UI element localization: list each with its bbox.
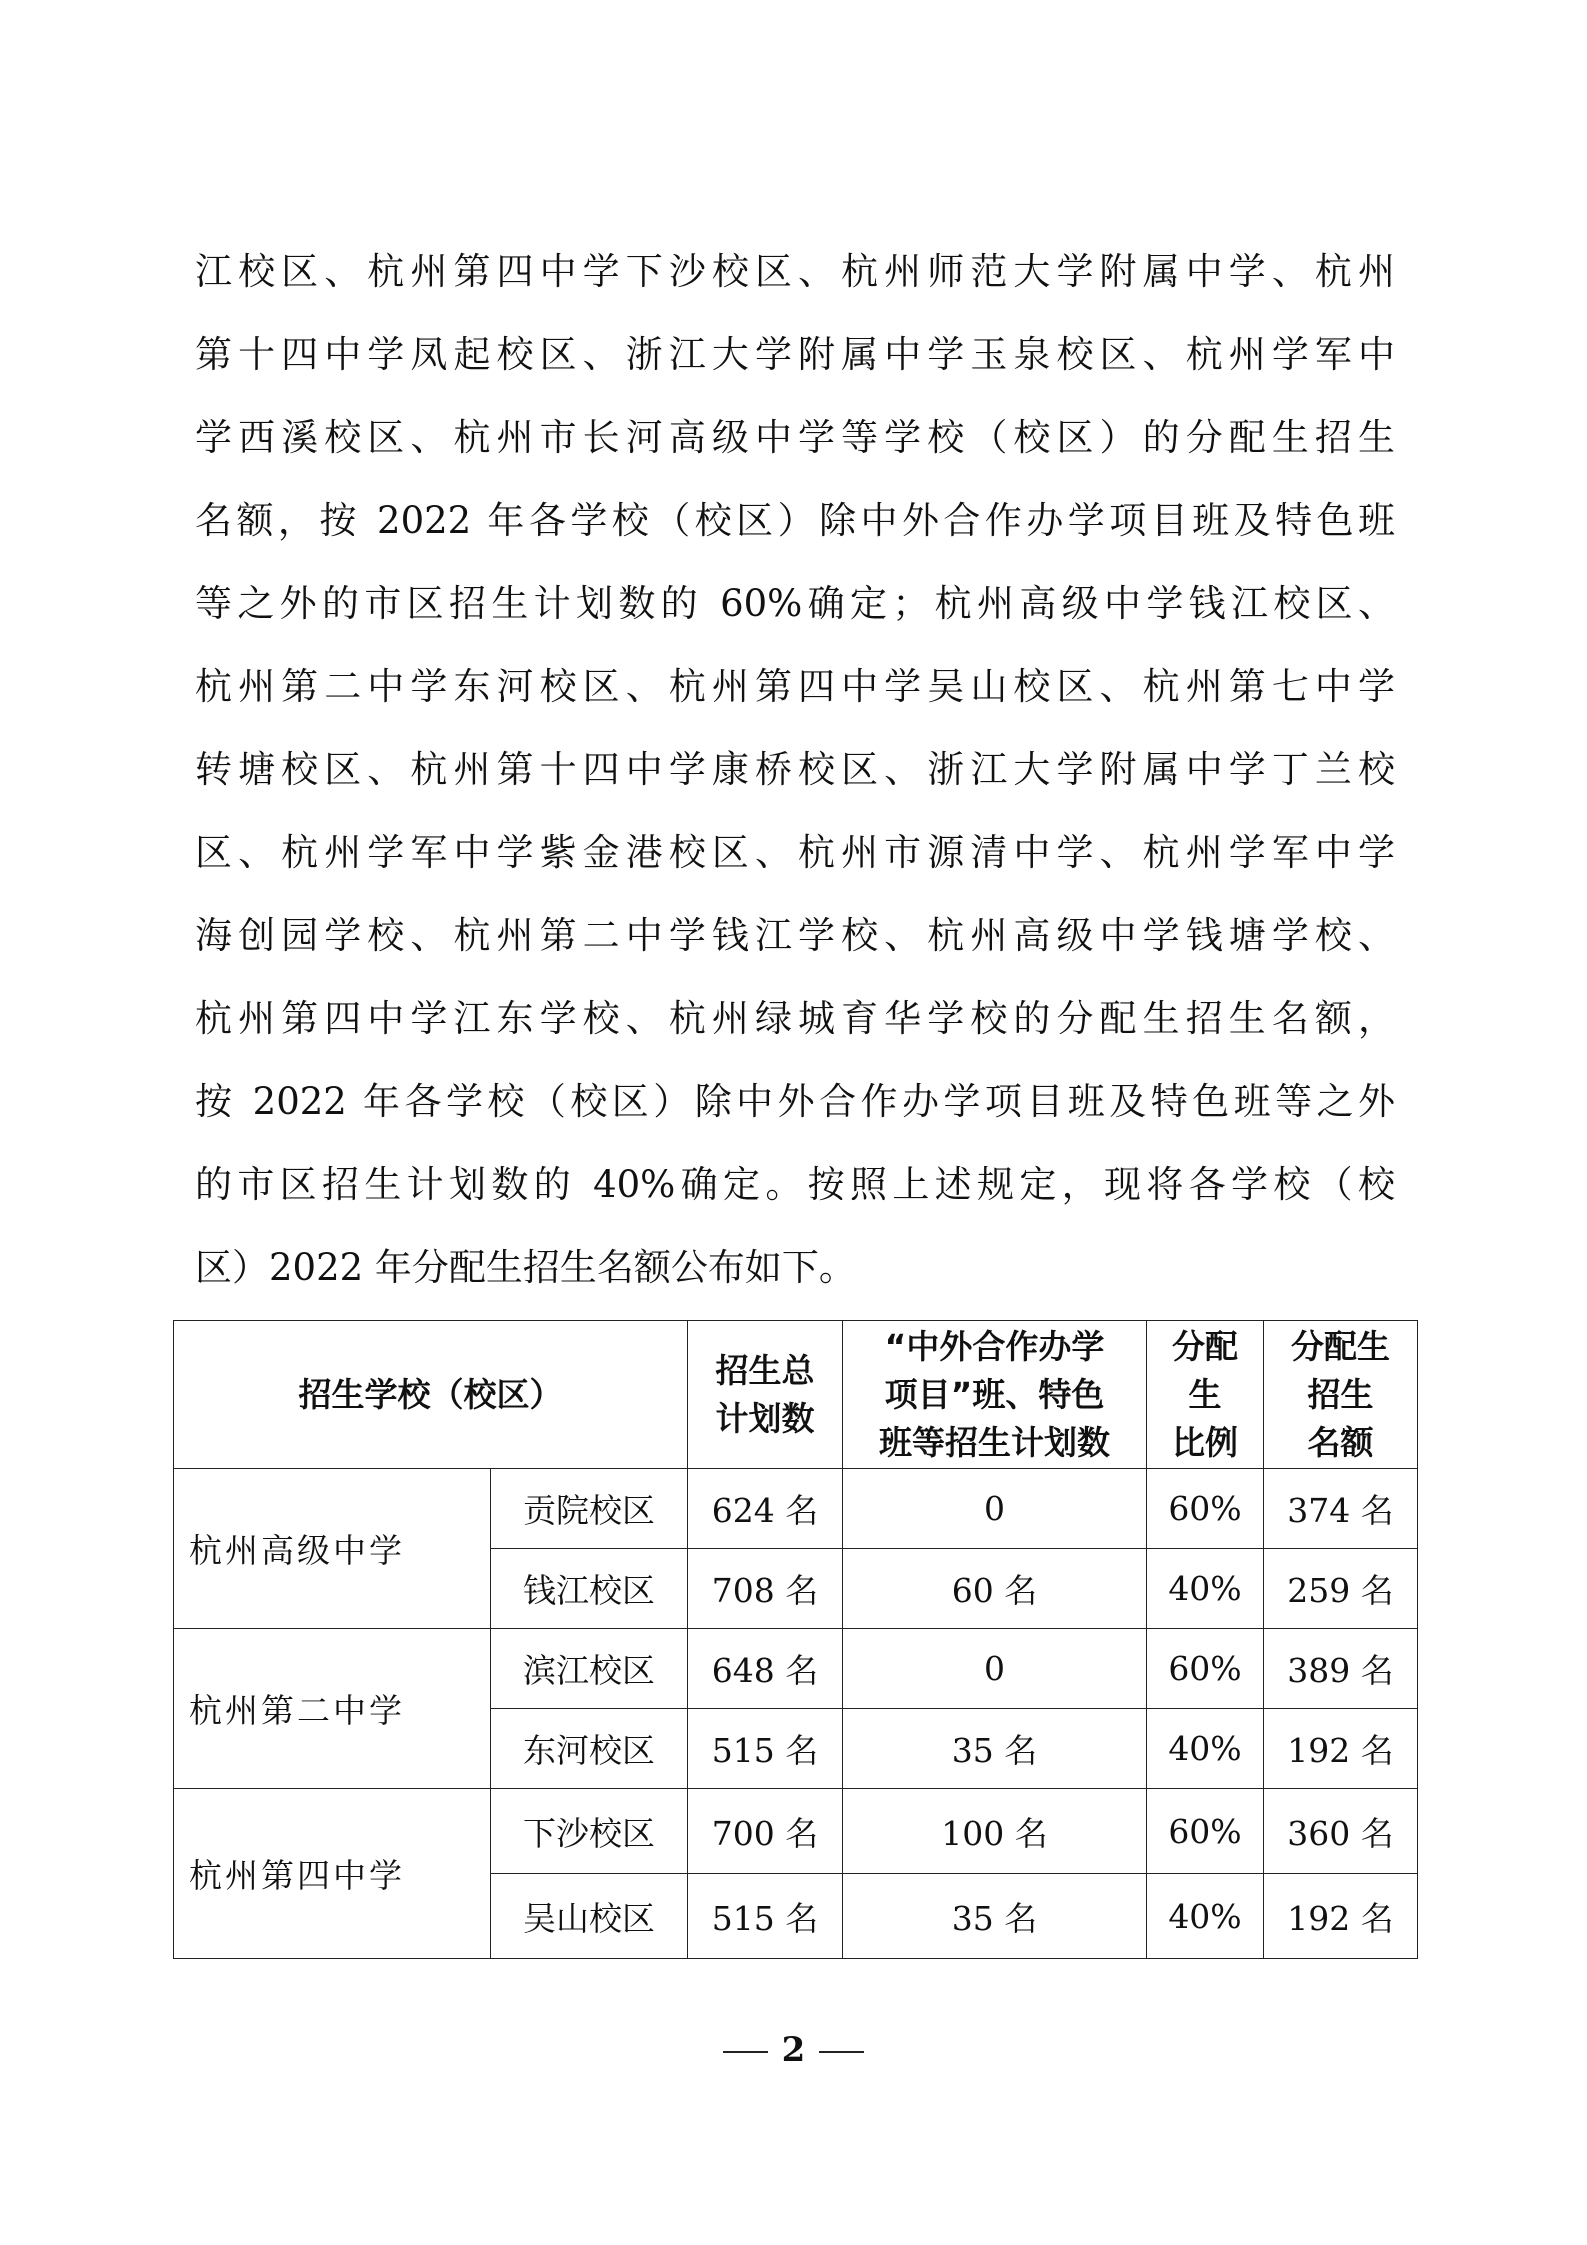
allocation-table — [173, 1320, 1418, 1959]
total-cell: 700 名 — [688, 1789, 843, 1874]
table-header-row — [174, 1321, 1418, 1469]
school-name: 杭州高级中学 — [174, 1469, 491, 1629]
quota-cell: 192 名 — [1264, 1709, 1418, 1789]
paragraph-line: 海创园学校、杭州第二中学钱江学校、杭州高级中学钱塘学校、 — [195, 914, 1395, 957]
paragraph-line: 按 2022 年各学校（校区）除中外合作办学项目班及特色班等之外 — [195, 1080, 1395, 1123]
total-cell: 648 名 — [688, 1629, 843, 1709]
school-name: 杭州第四中学 — [174, 1789, 491, 1959]
paragraph-line: 第十四中学凤起校区、浙江大学附属中学玉泉校区、杭州学军中 — [195, 333, 1395, 376]
header-text: 分配生 — [1291, 1326, 1390, 1366]
header-text: “中外合作办学 — [884, 1326, 1105, 1366]
ratio-cell: 40% — [1147, 1549, 1264, 1629]
header-text: 计划数 — [715, 1398, 815, 1438]
paragraph-line: 区、杭州学军中学紫金港校区、杭州市源清中学、杭州学军中学 — [195, 831, 1395, 874]
header-text: 招生总 — [715, 1350, 815, 1390]
ratio-cell: 40% — [1147, 1874, 1264, 1959]
campus-cell: 东河校区 — [491, 1709, 688, 1789]
campus-cell: 吴山校区 — [491, 1874, 688, 1959]
footer-dash-right — [819, 2051, 864, 2053]
total-cell: 515 名 — [688, 1709, 843, 1789]
header-text: 项目”班、特色 — [884, 1374, 1105, 1414]
ratio-cell: 60% — [1147, 1629, 1264, 1709]
page-number: 2 — [781, 2030, 806, 2070]
total-cell: 708 名 — [688, 1549, 843, 1629]
paragraph-line: 转塘校区、杭州第十四中学康桥校区、浙江大学附属中学丁兰校 — [195, 748, 1395, 791]
header-coop-plan — [843, 1321, 1147, 1469]
paragraph-line: 江校区、杭州第四中学下沙校区、杭州师范大学附属中学、杭州 — [195, 250, 1395, 293]
ratio-cell: 40% — [1147, 1709, 1264, 1789]
coop-cell: 35 名 — [843, 1874, 1147, 1959]
table-row — [174, 1629, 1418, 1709]
quota-cell: 192 名 — [1264, 1874, 1418, 1959]
coop-cell: 100 名 — [843, 1789, 1147, 1874]
header-text: 比例 — [1172, 1422, 1238, 1462]
paragraph-line: 的市区招生计划数的 40%确定。按照上述规定，现将各学校（校 — [195, 1163, 1395, 1206]
paragraph-line: 区）2022 年分配生招生名额公布如下。 — [195, 1246, 856, 1289]
body-paragraph — [195, 230, 1395, 1309]
header-text: 生 — [1188, 1374, 1222, 1414]
header-quota — [1264, 1321, 1418, 1469]
coop-cell: 0 — [843, 1469, 1147, 1549]
quota-cell: 389 名 — [1264, 1629, 1418, 1709]
paragraph-line: 等之外的市区招生计划数的 60%确定；杭州高级中学钱江校区、 — [195, 582, 1395, 625]
footer-dash-left — [723, 2051, 768, 2053]
paragraph-line: 学西溪校区、杭州市长河高级中学等学校（校区）的分配生招生 — [195, 416, 1395, 459]
table-row — [174, 1469, 1418, 1549]
page-footer — [0, 2030, 1587, 2070]
header-text: 招生 — [1307, 1374, 1374, 1414]
header-text: 名额 — [1307, 1422, 1374, 1462]
campus-cell: 下沙校区 — [491, 1789, 688, 1874]
quota-cell: 374 名 — [1264, 1469, 1418, 1549]
quota-cell: 259 名 — [1264, 1549, 1418, 1629]
coop-cell: 0 — [843, 1629, 1147, 1709]
table-row — [174, 1789, 1418, 1874]
quota-cell: 360 名 — [1264, 1789, 1418, 1874]
school-name: 杭州第二中学 — [174, 1629, 491, 1789]
total-cell: 515 名 — [688, 1874, 843, 1959]
header-total-plan — [688, 1321, 843, 1469]
paragraph-line: 杭州第二中学东河校区、杭州第四中学吴山校区、杭州第七中学 — [195, 665, 1395, 708]
paragraph-line: 杭州第四中学江东学校、杭州绿城育华学校的分配生招生名额， — [195, 997, 1395, 1040]
coop-cell: 35 名 — [843, 1709, 1147, 1789]
ratio-cell: 60% — [1147, 1789, 1264, 1874]
campus-cell: 滨江校区 — [491, 1629, 688, 1709]
paragraph-line: 名额，按 2022 年各学校（校区）除中外合作办学项目班及特色班 — [195, 499, 1395, 542]
coop-cell: 60 名 — [843, 1549, 1147, 1629]
header-ratio — [1147, 1321, 1264, 1469]
total-cell: 624 名 — [688, 1469, 843, 1549]
header-school: 招生学校（校区） — [174, 1321, 688, 1469]
campus-cell: 钱江校区 — [491, 1549, 688, 1629]
ratio-cell: 60% — [1147, 1469, 1264, 1549]
campus-cell: 贡院校区 — [491, 1469, 688, 1549]
header-text: 班等招生计划数 — [879, 1422, 1110, 1462]
header-text: 分配 — [1172, 1326, 1238, 1366]
